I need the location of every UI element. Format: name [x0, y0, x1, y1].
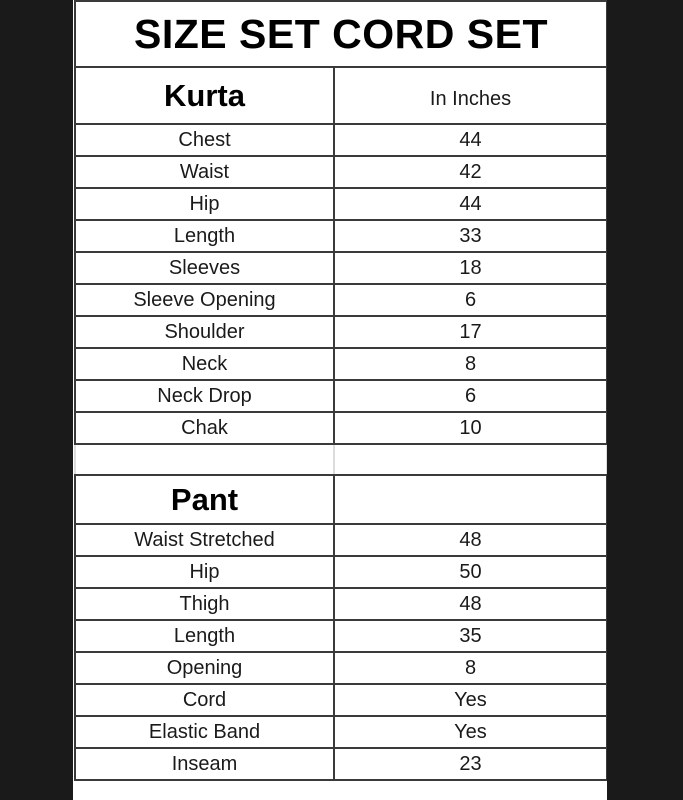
measurement-value: 35	[334, 620, 607, 652]
table-row	[75, 220, 607, 252]
measurement-value: 33	[334, 220, 607, 252]
spacer-cell	[75, 444, 334, 475]
table-row	[75, 684, 607, 716]
chart-title: SIZE SET CORD SET	[75, 1, 607, 67]
pant-header-row	[75, 475, 607, 524]
table-row	[75, 188, 607, 220]
measurement-label: Cord	[75, 684, 334, 716]
measurement-value: 17	[334, 316, 607, 348]
kurta-header-row	[75, 67, 607, 124]
spacer-cell	[334, 444, 607, 475]
table-row	[75, 716, 607, 748]
table-row	[75, 284, 607, 316]
pant-section-title: Pant	[75, 475, 334, 524]
measurement-label: Hip	[75, 556, 334, 588]
title-row	[75, 1, 607, 67]
kurta-section-title: Kurta	[75, 67, 334, 124]
measurement-value: 8	[334, 652, 607, 684]
measurement-value: 10	[334, 412, 607, 444]
table-row	[75, 620, 607, 652]
measurement-label: Length	[75, 220, 334, 252]
measurement-value: 42	[334, 156, 607, 188]
measurement-label: Waist Stretched	[75, 524, 334, 556]
measurement-value: 48	[334, 588, 607, 620]
measurement-value: 48	[334, 524, 607, 556]
measurement-label: Elastic Band	[75, 716, 334, 748]
size-chart-table	[74, 0, 607, 781]
measurement-label: Neck	[75, 348, 334, 380]
table-row	[75, 524, 607, 556]
section-spacer	[75, 444, 607, 475]
measurement-value: 50	[334, 556, 607, 588]
table-row	[75, 588, 607, 620]
kurta-unit-label: In Inches	[334, 67, 607, 124]
table-row	[75, 348, 607, 380]
measurement-label: Length	[75, 620, 334, 652]
table-row	[75, 380, 607, 412]
measurement-value: 18	[334, 252, 607, 284]
pant-unit-label	[334, 475, 607, 524]
measurement-label: Chest	[75, 124, 334, 156]
measurement-label: Inseam	[75, 748, 334, 780]
table-row	[75, 652, 607, 684]
measurement-value: Yes	[334, 716, 607, 748]
table-row	[75, 124, 607, 156]
table-row	[75, 316, 607, 348]
table-row	[75, 156, 607, 188]
table-row	[75, 412, 607, 444]
measurement-label: Waist	[75, 156, 334, 188]
measurement-label: Thigh	[75, 588, 334, 620]
measurement-value: 8	[334, 348, 607, 380]
measurement-label: Sleeves	[75, 252, 334, 284]
measurement-label: Shoulder	[75, 316, 334, 348]
measurement-value: Yes	[334, 684, 607, 716]
size-chart-sheet	[73, 0, 607, 800]
measurement-label: Hip	[75, 188, 334, 220]
table-row	[75, 252, 607, 284]
measurement-label: Neck Drop	[75, 380, 334, 412]
table-row	[75, 748, 607, 780]
measurement-value: 44	[334, 188, 607, 220]
measurement-label: Opening	[75, 652, 334, 684]
measurement-value: 6	[334, 380, 607, 412]
measurement-value: 23	[334, 748, 607, 780]
measurement-value: 44	[334, 124, 607, 156]
table-row	[75, 556, 607, 588]
measurement-label: Chak	[75, 412, 334, 444]
measurement-value: 6	[334, 284, 607, 316]
measurement-label: Sleeve Opening	[75, 284, 334, 316]
